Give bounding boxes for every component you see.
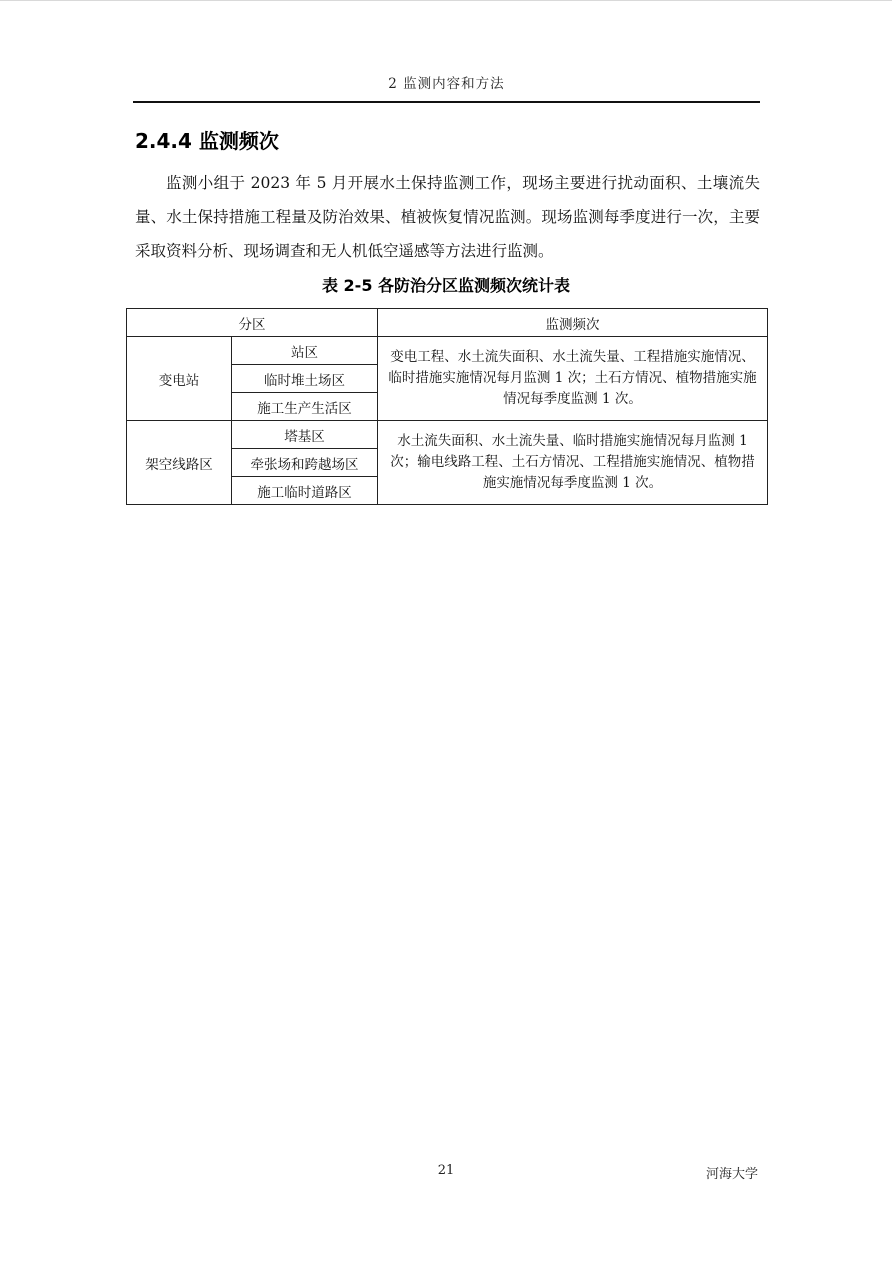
table-header-row (127, 309, 768, 337)
table-caption: 表 2-5 各防治分区监测频次统计表 (321, 276, 571, 295)
subzone-cell: 施工临时道路区 (232, 477, 378, 505)
subzone-cell: 临时堆土场区 (232, 365, 378, 393)
zone-cell: 架空线路区 (127, 421, 232, 505)
zone-cell: 变电站 (127, 337, 232, 421)
table-row (127, 337, 768, 365)
frequency-text: 变电工程、水土流失面积、水土流失量、工程措施实施情况、临时措施实施情况每月监测 1 次；土石方情况、植物措施实施情况每季度监测 1 次。 (388, 349, 757, 407)
subzone-cell: 施工生产生活区 (232, 393, 378, 421)
header-zone: 分区 (127, 309, 378, 337)
frequency-cell (378, 421, 768, 505)
table-row (127, 421, 768, 449)
body-paragraph: 监测小组于 2023 年 5 月开展水土保持监测工作，现场主要进行扰动面积、土壤流失量、水土保持措施工程量及防治效果、植被恢复情况监测。现场监测每季度进行一次，主要采取资料分析、现场调查和无人机低空遥感等方法进行监测。 (135, 174, 760, 260)
subzone-cell: 站区 (232, 337, 378, 365)
header-rule (133, 101, 760, 103)
subzone-cell: 塔基区 (232, 421, 378, 449)
subzone-cell: 牵张场和跨越场区 (232, 449, 378, 477)
header-frequency: 监测频次 (378, 309, 768, 337)
page-top-border (0, 0, 892, 1)
section-heading: 2.4.4 监测频次 (135, 129, 279, 153)
frequency-cell (378, 337, 768, 421)
monitoring-frequency-table (126, 308, 768, 505)
page-number: 21 (437, 1163, 455, 1178)
footer-university: 河海大学 (705, 1167, 758, 1182)
running-header: 2 监测内容和方法 (388, 76, 505, 92)
frequency-text: 水土流失面积、水土流失量、临时措施实施情况每月监测 1 次；输电线路工程、土石方情况、工程措施实施情况、植物措施实施情况每季度监测 1 次。 (390, 433, 755, 491)
